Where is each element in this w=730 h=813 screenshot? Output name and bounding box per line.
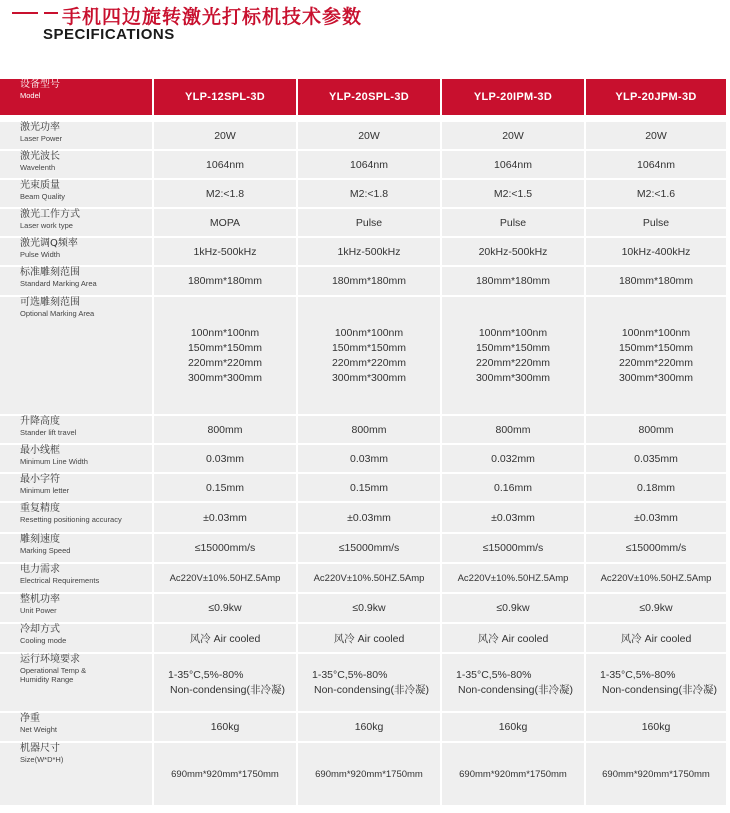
row-label-en: Optional Marking Area (20, 309, 95, 318)
table-cell: 690mm*920mm*1750mm (154, 743, 296, 805)
row-label-en: Wavelenth (20, 163, 56, 172)
row-label-cn: 激光功率 (20, 122, 60, 133)
page-title: 手机四边旋转激光打标机技术参数 (62, 6, 363, 28)
table-cell: 20W (586, 122, 726, 149)
temp-humidity-text: 1-35°C,5%-80% (600, 668, 676, 681)
row-label-cn: 设备型号 (20, 79, 60, 90)
optional-area-value: 300mm*300mm (187, 371, 263, 384)
table-header-row (0, 79, 730, 115)
table-cell: ≤15000mm/s (154, 534, 296, 562)
optional-area-value: 300mm*300mm (331, 371, 407, 384)
table-cell: Pulse (586, 209, 726, 236)
table-cell: 160kg (442, 713, 584, 741)
row-label-cell (0, 564, 152, 592)
optional-area-value: 150mm*150mm (187, 341, 263, 354)
table-cell (586, 297, 726, 414)
env-range-value (312, 668, 429, 698)
optional-area-value: 300mm*300mm (618, 371, 694, 384)
row-label-cn: 机器尺寸 (20, 743, 60, 754)
table-cell: 800mm (154, 416, 296, 443)
table-cell: 690mm*920mm*1750mm (442, 743, 584, 805)
optional-area-value: 150mm*150mm (475, 341, 551, 354)
row-label-cell (0, 534, 152, 562)
temp-humidity-text: 1-35°C,5%-80% (456, 668, 532, 681)
table-cell: M2:<1.6 (586, 180, 726, 207)
row-label-en: Minimum letter (20, 486, 70, 495)
table-row (0, 713, 730, 741)
row-label-cn: 电力需求 (20, 564, 60, 575)
row-label-cn: 激光波长 (20, 151, 60, 162)
row-label-en: Resetting positioning accuracy (20, 515, 122, 524)
table-cell: 800mm (586, 416, 726, 443)
row-label-cell (0, 713, 152, 741)
table-cell: 180mm*180mm (154, 267, 296, 295)
optional-area-value: 220mm*220mm (331, 356, 407, 369)
title-decoration-line (44, 12, 58, 14)
table-cell: ≤0.9kw (298, 594, 440, 622)
optional-area-value: 150mm*150mm (331, 341, 407, 354)
table-cell (154, 654, 296, 711)
table-cell: 1064nm (298, 151, 440, 178)
table-cell: 风冷 Air cooled (586, 624, 726, 652)
table-cell: 20W (298, 122, 440, 149)
row-label-en: Laser work type (20, 221, 73, 230)
table-cell: 0.032mm (442, 445, 584, 472)
optional-area-value: 100nm*100nm (621, 326, 691, 339)
optional-area-value: 150mm*150mm (618, 341, 694, 354)
row-label-en: Electrical Requirements (20, 576, 100, 585)
table-cell: 180mm*180mm (298, 267, 440, 295)
row-label-cn: 重复精度 (20, 503, 60, 514)
model-header-cell: YLP-20SPL-3D (298, 79, 440, 115)
table-cell: 风冷 Air cooled (154, 624, 296, 652)
table-cell: Ac220V±10%.50HZ.5Amp (442, 564, 584, 592)
optional-area-value: 220mm*220mm (475, 356, 551, 369)
row-label-cell (0, 654, 152, 711)
table-cell: ±0.03mm (298, 503, 440, 532)
row-label-cn: 运行环境要求 (20, 654, 80, 665)
row-label-en: Beam Quality (20, 192, 66, 201)
page-subtitle: SPECIFICATIONS (43, 26, 175, 43)
table-cell: M2:<1.8 (154, 180, 296, 207)
row-label-cell (0, 445, 152, 472)
table-cell: 1064nm (586, 151, 726, 178)
optional-area-value: 220mm*220mm (618, 356, 694, 369)
table-cell: Ac220V±10%.50HZ.5Amp (586, 564, 726, 592)
table-cell: 1kHz-500kHz (154, 238, 296, 265)
table-row (0, 445, 730, 472)
row-label-cn: 冷却方式 (20, 624, 60, 635)
row-label-en: Model (20, 91, 41, 100)
row-label-cell (0, 416, 152, 443)
row-label-en: Stander lift travel (20, 428, 77, 437)
row-label-cn: 净重 (20, 713, 40, 724)
row-label-cell (0, 209, 152, 236)
table-cell: 风冷 Air cooled (442, 624, 584, 652)
table-row (0, 416, 730, 443)
table-cell (586, 654, 726, 711)
table-cell: 10kHz-400kHz (586, 238, 726, 265)
table-row (0, 122, 730, 149)
table-cell: 800mm (298, 416, 440, 443)
row-label-cell (0, 122, 152, 149)
table-cell: ≤15000mm/s (298, 534, 440, 562)
row-label-cn: 光束质量 (20, 180, 60, 191)
table-cell: 1kHz-500kHz (298, 238, 440, 265)
row-label-en: Standard Marking Area (20, 279, 97, 288)
table-cell: ≤0.9kw (442, 594, 584, 622)
table-row (0, 503, 730, 532)
page-header (0, 0, 730, 48)
table-row (0, 624, 730, 652)
table-cell: ≤15000mm/s (586, 534, 726, 562)
row-label-cn: 最小线框 (20, 445, 60, 456)
model-label-cell (0, 79, 152, 115)
condensing-text: Non-condensing(非冷凝) (314, 683, 429, 696)
table-cell: ≤0.9kw (154, 594, 296, 622)
env-range-value (600, 668, 717, 698)
table-cell: Pulse (442, 209, 584, 236)
optional-area-list (619, 326, 693, 386)
row-label-en: Cooling mode (20, 636, 67, 645)
table-cell: 0.03mm (154, 445, 296, 472)
table-cell: 0.035mm (586, 445, 726, 472)
table-cell: 0.18mm (586, 474, 726, 501)
row-label-cell (0, 503, 152, 532)
row-label-cn: 整机功率 (20, 594, 60, 605)
row-label-en: Operational Temp & (20, 666, 87, 675)
table-cell: 20W (442, 122, 584, 149)
table-cell: 180mm*180mm (442, 267, 584, 295)
table-cell: 180mm*180mm (586, 267, 726, 295)
model-header-cell: YLP-20IPM-3D (442, 79, 584, 115)
table-cell: ±0.03mm (442, 503, 584, 532)
table-row (0, 564, 730, 592)
row-label-cell (0, 151, 152, 178)
table-cell: 800mm (442, 416, 584, 443)
row-label-en: Laser Power (20, 134, 63, 143)
row-label-cn: 激光调Q频率 (20, 238, 78, 249)
table-cell: 20kHz-500kHz (442, 238, 584, 265)
table-row (0, 474, 730, 501)
optional-area-list (476, 326, 550, 386)
table-cell (442, 654, 584, 711)
table-cell: ≤0.9kw (586, 594, 726, 622)
row-label-cell (0, 180, 152, 207)
table-row (0, 743, 730, 805)
table-cell: ±0.03mm (586, 503, 726, 532)
row-label-cell (0, 474, 152, 501)
table-cell (298, 297, 440, 414)
table-row (0, 654, 730, 711)
optional-area-value: 220mm*220mm (187, 356, 263, 369)
condensing-text: Non-condensing(非冷凝) (602, 683, 717, 696)
row-label-cell (0, 297, 152, 414)
table-cell: 20W (154, 122, 296, 149)
row-label-en: Net Weight (20, 725, 57, 734)
table-cell: 0.16mm (442, 474, 584, 501)
row-label-en: Size(W*D*H) (20, 755, 64, 764)
row-label-cn: 可选雕刻范围 (20, 297, 80, 308)
table-row (0, 151, 730, 178)
table-row (0, 209, 730, 236)
table-row (0, 534, 730, 562)
row-label-cn: 最小字符 (20, 474, 60, 485)
row-label-en: Marking Speed (20, 546, 71, 555)
optional-area-list (188, 326, 262, 386)
condensing-text: Non-condensing(非冷凝) (458, 683, 573, 696)
table-row (0, 180, 730, 207)
table-row (0, 238, 730, 265)
table-cell: 160kg (586, 713, 726, 741)
table-cell: 690mm*920mm*1750mm (586, 743, 726, 805)
table-cell: Ac220V±10%.50HZ.5Amp (298, 564, 440, 592)
table-cell: 160kg (298, 713, 440, 741)
table-cell: 1064nm (442, 151, 584, 178)
temp-humidity-text: 1-35°C,5%-80% (312, 668, 388, 681)
row-label-cn: 升降高度 (20, 416, 60, 427)
table-cell (442, 297, 584, 414)
optional-area-value: 100nm*100nm (334, 326, 404, 339)
table-row (0, 267, 730, 295)
row-label-cell (0, 624, 152, 652)
row-label-en: Humidity Range (20, 675, 74, 684)
optional-area-value: 300mm*300mm (475, 371, 551, 384)
table-cell: 0.15mm (154, 474, 296, 501)
table-cell: Ac220V±10%.50HZ.5Amp (154, 564, 296, 592)
table-cell: 0.03mm (298, 445, 440, 472)
table-cell (298, 654, 440, 711)
row-label-en: Pulse Width (20, 250, 61, 259)
table-cell: M2:<1.8 (298, 180, 440, 207)
row-label-en: Minimum Line Width (20, 457, 88, 466)
table-cell: 0.15mm (298, 474, 440, 501)
model-header-cell: YLP-20JPM-3D (586, 79, 726, 115)
table-cell: ≤15000mm/s (442, 534, 584, 562)
table-row (0, 297, 730, 414)
table-cell: ±0.03mm (154, 503, 296, 532)
table-cell: MOPA (154, 209, 296, 236)
optional-area-value: 100nm*100nm (478, 326, 548, 339)
table-cell: 160kg (154, 713, 296, 741)
env-range-value (168, 668, 285, 698)
table-row (0, 594, 730, 622)
table-cell (154, 297, 296, 414)
row-label-cn: 雕刻速度 (20, 534, 60, 545)
table-cell: 风冷 Air cooled (298, 624, 440, 652)
table-cell: M2:<1.5 (442, 180, 584, 207)
row-label-en: Unit Power (20, 606, 57, 615)
row-label-cell (0, 267, 152, 295)
env-range-value (456, 668, 573, 698)
row-label-cn: 标准雕刻范围 (20, 267, 80, 278)
model-header-cell: YLP-12SPL-3D (154, 79, 296, 115)
optional-area-value: 100nm*100nm (190, 326, 260, 339)
table-cell: 690mm*920mm*1750mm (298, 743, 440, 805)
row-label-cn: 激光工作方式 (20, 209, 80, 220)
row-label-cell (0, 743, 152, 805)
row-label-cell (0, 594, 152, 622)
temp-humidity-text: 1-35°C,5%-80% (168, 668, 244, 681)
title-decoration-line (12, 12, 38, 14)
condensing-text: Non-condensing(非冷凝) (170, 683, 285, 696)
optional-area-list (332, 326, 406, 386)
table-cell: Pulse (298, 209, 440, 236)
table-cell: 1064nm (154, 151, 296, 178)
row-label-cell (0, 238, 152, 265)
